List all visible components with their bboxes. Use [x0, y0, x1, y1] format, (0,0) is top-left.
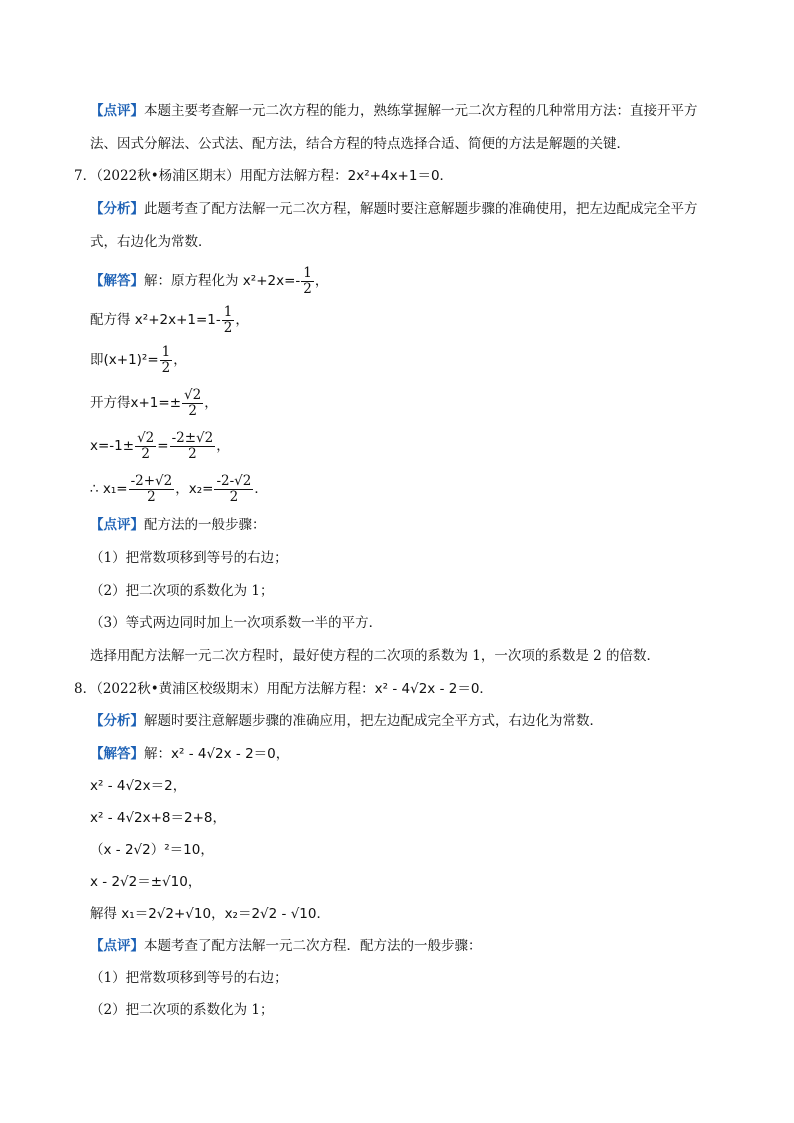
fraction-sqrt2-over-2: $\frac{√2}{2}$ — [184, 387, 202, 419]
q8-analysis-tag: 【分析】 — [90, 713, 144, 729]
fraction-minus2-pm-sqrt2-over-2: $\frac{-2\pm√2}{2}$ — [171, 430, 214, 462]
q7-step2-prefix: 配方得 — [90, 312, 135, 328]
q8-solution-step6: 解得 x₁＝2√2+√10，x₂＝2√2 - √10． — [90, 906, 330, 922]
q7-step3-eq: (x+1)²= — [103, 352, 159, 368]
fraction-one-half: $\frac{1}{2}$ — [223, 304, 233, 336]
q7-solution-step2: 配方得 x²+2x+1=1- $\frac{1}{2}$ ， — [90, 304, 249, 336]
q8-analysis-text: 解题时要注意解题步骤的准确应用，把左边配成完全平方式，右边化为常数． — [144, 713, 603, 729]
q8-solution-tag: 【解答】 — [90, 746, 144, 762]
fraction-one-half: $\frac{1}{2}$ — [161, 344, 171, 376]
question-8-title — [74, 680, 493, 698]
q7-head: 7．（2022秋•杨浦区期末）用配方法解方程： — [74, 168, 348, 184]
q7-step-3: （3）等式两边同时加上一次项系数一半的平方． — [90, 615, 383, 631]
q7-step4-prefix: 开方得 — [90, 395, 131, 411]
q7-step2-eq: x²+2x+1=1- — [134, 312, 221, 328]
q7-analysis-text: 此题考查了配方法解一元二次方程，解题时要注意解题步骤的准确使用，把左边配成完全平方 — [144, 201, 698, 217]
fraction-root-x1: $\frac{-2+√2}{2}$ — [130, 473, 173, 505]
q7-solution-step4: 开方得x+1=± $\frac{√2}{2}$ ， — [90, 387, 218, 419]
q7-step6-x2: ，x₂= — [175, 481, 214, 497]
q8-step1: 解：x² - 4√2x - 2＝0， — [144, 746, 290, 762]
q7-solution-step5: x=-1± $\frac{√2}{2}$ = $\frac{-2\pm√2}{2}$ ， — [90, 430, 230, 462]
q7-step-2: （2）把二次项的系数化为 1； — [90, 583, 274, 599]
q8-head: 8．（2022秋•黄浦区校级期末）用配方法解方程： — [74, 681, 375, 697]
q8-solution-step3: x² - 4√2x+8＝2+8， — [90, 810, 227, 826]
q8-equation: x² - 4√2x - 2＝0． — [374, 681, 493, 697]
fraction-root-x2: $\frac{-2-√2}{2}$ — [216, 473, 252, 505]
q7-note: 选择用配方法解一元二次方程时，最好使方程的二次项的系数为 1，一次项的系数是 2 的倍数． — [90, 648, 661, 664]
q7-step5-eq-a: x=-1± — [90, 438, 135, 454]
q8-review-text: 本题考查了配方法解一元二次方程．配方法的一般步骤： — [144, 938, 482, 954]
review-paragraph-line2: 法、因式分解法、公式法、配方法，结合方程的特点选择合适、简便的方法是解题的关键． — [90, 136, 630, 152]
question-7-title — [74, 167, 453, 185]
q8-solution-step2: x² - 4√2x＝2， — [90, 778, 187, 794]
q8-solution-step4: （x - 2√2）²＝10， — [90, 842, 214, 858]
q7-solution-tag: 【解答】 — [90, 273, 144, 289]
q7-step4-eq: x+1=± — [130, 395, 182, 411]
q7-equation: 2x²+4x+1＝0． — [347, 168, 454, 184]
fraction-sqrt2-over-2: $\frac{√2}{2}$ — [137, 430, 155, 462]
q8-review — [90, 937, 482, 955]
q7-solution-step3: 即(x+1)²= $\frac{1}{2}$ ， — [90, 344, 187, 376]
q7-step5-eq-b: = — [157, 438, 169, 454]
q7-review-tag: 【点评】 — [90, 517, 144, 533]
fraction-one-half: $\frac{1}{2}$ — [303, 265, 312, 297]
q7-step1-prefix: 解：原方程化为 — [144, 273, 243, 289]
q8-step-1: （1）把常数项移到等号的右边； — [90, 970, 288, 986]
q7-step6-x1: ∴ x₁= — [90, 481, 128, 497]
q7-solution-step6: ∴ x₁= $\frac{-2+√2}{2}$ ，x₂= $\frac{-2-√2}{2}$ ． — [90, 473, 268, 505]
q8-review-tag: 【点评】 — [90, 938, 144, 954]
review-tag: 【点评】 — [90, 103, 144, 119]
q7-step3-prefix: 即 — [90, 352, 104, 368]
q7-analysis-line2: 式，右边化为常数． — [90, 234, 212, 250]
q8-solution-step1 — [90, 745, 289, 763]
q8-step-2: （2）把二次项的系数化为 1； — [90, 1002, 274, 1018]
q7-step1-eq: x²+2x=- — [242, 273, 301, 289]
q7-solution-step1: 【解答】解：原方程化为 x²+2x=- $\frac{1}{2}$ ， — [90, 265, 329, 297]
q7-review-text: 配方法的一般步骤： — [144, 517, 266, 533]
review-text: 本题主要考查解一元二次方程的能力，熟练掌握解一元二次方程的几种常用方法：直接开平方 — [144, 103, 698, 119]
q7-analysis-line1 — [90, 200, 698, 218]
q8-analysis — [90, 712, 603, 730]
q7-review — [90, 516, 266, 534]
q7-step-1: （1）把常数项移到等号的右边； — [90, 550, 288, 566]
review-paragraph-line1 — [90, 102, 698, 120]
q8-solution-step5: x - 2√2＝±√10， — [90, 874, 202, 890]
q7-analysis-tag: 【分析】 — [90, 201, 144, 217]
